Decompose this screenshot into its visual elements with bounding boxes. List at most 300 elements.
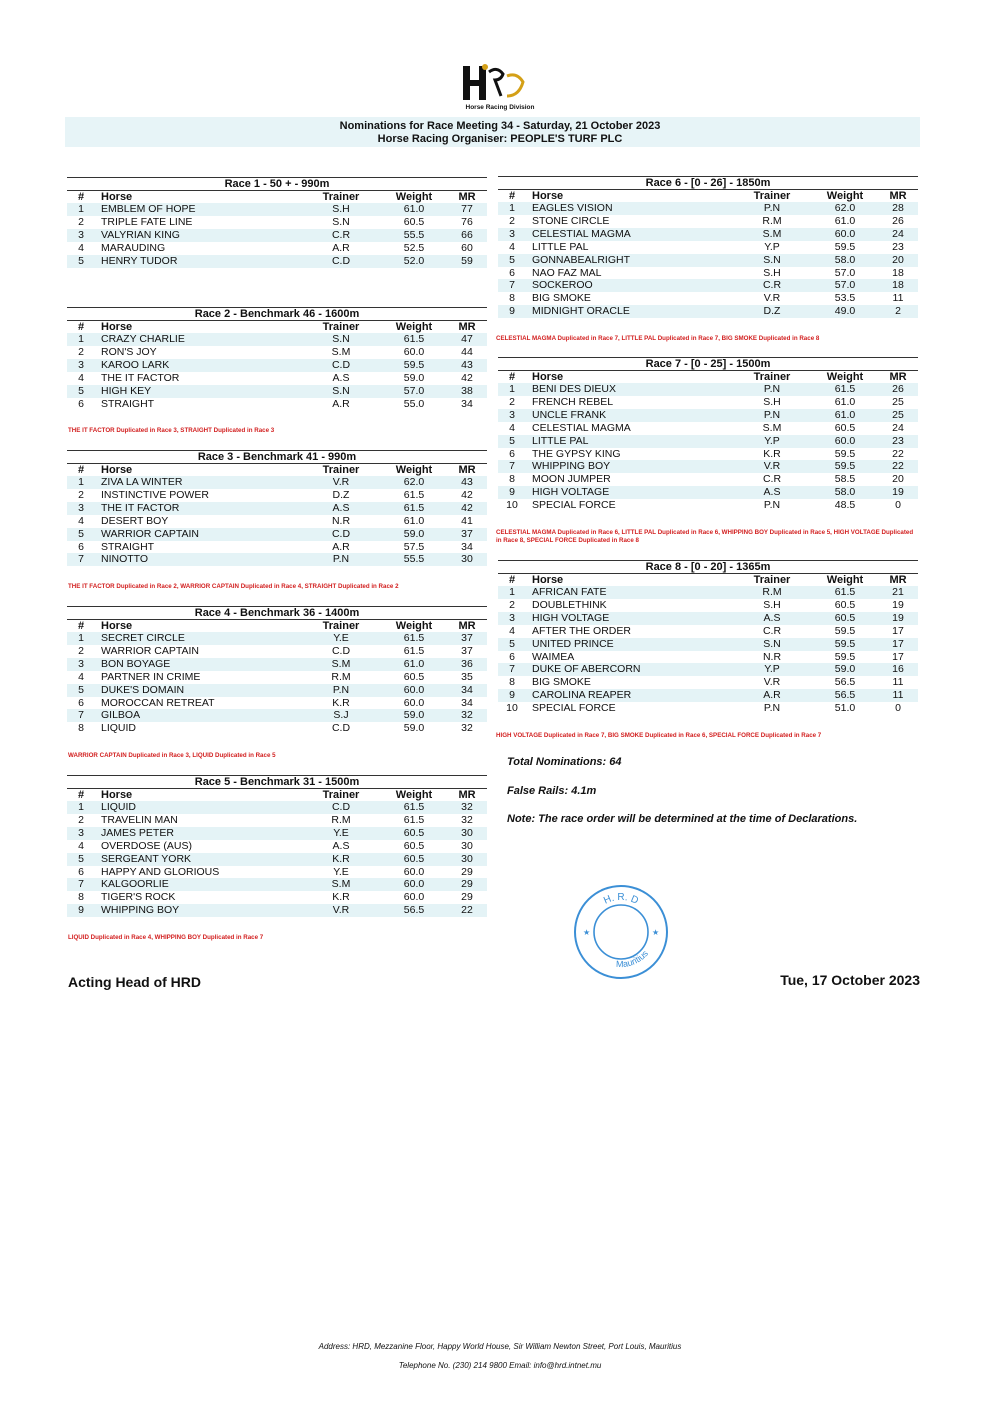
cell-trainer: Y.P: [732, 663, 812, 676]
cell-horse: DUKE OF ABERCORN: [526, 663, 732, 676]
cell-num: 3: [67, 229, 95, 242]
table-row: [498, 499, 918, 512]
cell-weight: 55.0: [403, 397, 425, 410]
cell-mr: 36: [447, 658, 487, 671]
cell-num: 3: [498, 612, 526, 625]
cell-weight: 57.0: [834, 266, 856, 279]
cell-horse: SPECIAL FORCE: [532, 499, 616, 512]
column-header-trainer: Trainer: [322, 789, 360, 801]
stamp-top-text: H. R. D: [602, 892, 640, 907]
cell-weight: 61.0: [812, 409, 878, 422]
column-header-mr: MR: [458, 191, 476, 203]
cell-num: 3: [67, 502, 95, 515]
total-nominations: Total Nominations: 64: [507, 756, 622, 768]
column-header-trainer: Trainer: [753, 574, 791, 586]
table-header-row: [498, 371, 918, 383]
column-header-trainer: Trainer: [322, 464, 360, 476]
table-row: [498, 267, 918, 280]
column-header-weight: Weight: [395, 464, 433, 476]
table-row: [67, 385, 487, 398]
cell-num: 4: [78, 839, 84, 852]
cell-trainer: C.D: [301, 359, 381, 372]
cell-mr: 17: [878, 638, 918, 651]
cell-trainer: P.N: [732, 202, 812, 215]
cell-mr: 30: [447, 827, 487, 840]
cell-horse: ZIVA LA WINTER: [95, 476, 301, 489]
table-row: [67, 346, 487, 359]
table-row: [498, 422, 918, 435]
cell-mr: 19: [878, 612, 918, 625]
column-header-horse: Horse: [101, 321, 133, 333]
table-row: [67, 541, 487, 554]
table-row: [498, 215, 918, 228]
table-row: [498, 460, 918, 473]
race-2-table: [67, 307, 487, 410]
cell-horse: GONNABEALRIGHT: [526, 254, 732, 267]
race-title: Race 5 - Benchmark 31 - 1500m: [67, 775, 487, 789]
cell-trainer: S.M: [732, 228, 812, 241]
nominations-table: [498, 371, 918, 512]
cell-trainer: Y.E: [333, 865, 349, 878]
cell-horse: TIGER'S ROCK: [101, 891, 176, 904]
table-header-row: [67, 191, 487, 203]
table-row: [67, 229, 487, 242]
cell-trainer: C.D: [301, 801, 381, 814]
cell-weight: 58.0: [812, 486, 878, 499]
cell-mr: 17: [892, 624, 904, 637]
cell-mr: 38: [447, 385, 487, 398]
table-row: [67, 515, 487, 528]
cell-horse: TRAVELIN MAN: [101, 813, 178, 826]
cell-horse: NAO FAZ MAL: [532, 266, 602, 279]
cell-mr: 30: [447, 553, 487, 566]
cell-horse: BIG SMOKE: [532, 676, 591, 689]
cell-trainer: P.N: [763, 702, 781, 715]
cell-mr: 19: [892, 598, 904, 611]
cell-trainer: A.S: [732, 486, 812, 499]
cell-num: 4: [509, 624, 515, 637]
table-row: [498, 292, 918, 305]
cell-trainer: S.H: [763, 266, 781, 279]
nominations-table: [67, 321, 487, 410]
cell-mr: 28: [878, 202, 918, 215]
cell-trainer: R.M: [762, 214, 782, 227]
cell-mr: 32: [461, 722, 473, 735]
column-header-weight: Weight: [395, 620, 433, 632]
cell-trainer: S.N: [301, 385, 381, 398]
race-title: Race 4 - Benchmark 36 - 1400m: [67, 606, 487, 620]
stamp-bottom-text: Mauritius: [615, 948, 650, 970]
column-header-num: #: [508, 574, 516, 586]
nominations-table: [67, 464, 487, 566]
column-header-num: #: [77, 789, 85, 801]
cell-weight: 61.5: [403, 644, 425, 657]
table-row: [67, 398, 487, 411]
race-title: Race 2 - Benchmark 46 - 1600m: [67, 307, 487, 321]
table-row: [498, 676, 918, 689]
column-header-num: #: [508, 190, 516, 202]
table-row: [498, 473, 918, 486]
cell-num: 2: [78, 488, 84, 501]
cell-weight: 57.0: [381, 385, 447, 398]
column-header-weight: Weight: [395, 789, 433, 801]
cell-num: 4: [509, 421, 515, 434]
cell-mr: 34: [461, 397, 473, 410]
cell-mr: 41: [461, 514, 473, 527]
table-row: [67, 891, 487, 904]
table-row: [498, 305, 918, 318]
cell-num: 1: [67, 632, 95, 645]
cell-num: 6: [78, 865, 84, 878]
cell-mr: 47: [447, 333, 487, 346]
table-row: [498, 435, 918, 448]
column-header-num: #: [77, 620, 85, 632]
table-row: [67, 878, 487, 891]
cell-num: 7: [498, 663, 526, 676]
cell-mr: 42: [461, 488, 473, 501]
cell-horse: CAROLINA REAPER: [526, 689, 732, 702]
table-header-row: [67, 789, 487, 801]
cell-weight: 60.5: [403, 670, 425, 683]
cell-mr: 25: [878, 409, 918, 422]
cell-mr: 22: [447, 904, 487, 917]
cell-horse: HIGH KEY: [95, 385, 301, 398]
cell-mr: 0: [895, 702, 901, 715]
cell-horse: VALYRIAN KING: [95, 229, 301, 242]
nominations-table: [67, 620, 487, 735]
column-header-weight: Weight: [395, 321, 433, 333]
cell-num: 2: [509, 395, 515, 408]
cell-weight: 60.5: [381, 853, 447, 866]
cell-num: 1: [67, 203, 95, 216]
cell-weight: 61.5: [381, 801, 447, 814]
cell-trainer: S.N: [301, 333, 381, 346]
cell-mr: 11: [892, 676, 904, 689]
cell-mr: 37: [461, 644, 473, 657]
race-5-table: [67, 775, 487, 917]
column-header-horse: Horse: [532, 190, 564, 202]
cell-num: 9: [498, 689, 526, 702]
table-row: [67, 866, 487, 879]
cell-weight: 59.5: [812, 638, 878, 651]
cell-mr: 30: [447, 853, 487, 866]
cell-mr: 42: [447, 502, 487, 515]
cell-trainer: S.M: [301, 878, 381, 891]
cell-weight: 60.5: [403, 215, 425, 228]
cell-trainer: S.M: [331, 345, 351, 358]
race-title: Race 7 - [0 - 25] - 1500m: [498, 357, 918, 371]
cell-num: 3: [67, 658, 95, 671]
table-row: [67, 827, 487, 840]
cell-mr: 34: [461, 696, 473, 709]
table-row: [67, 489, 487, 502]
table-row: [67, 801, 487, 814]
cell-trainer: P.N: [301, 684, 381, 697]
cell-trainer: C.D: [331, 644, 351, 657]
cell-weight: 51.0: [834, 702, 856, 715]
cell-horse: SOCKEROO: [526, 279, 732, 292]
table-row: [498, 409, 918, 422]
race-5-duplicate-note: LIQUID Duplicated in Race 4, WHIPPING BOY Duplicated in Race 7: [68, 934, 264, 941]
cell-num: 4: [78, 241, 84, 254]
cell-trainer: S.H: [763, 395, 781, 408]
cell-weight: 59.5: [834, 240, 856, 253]
cell-horse: BENI DES DIEUX: [526, 383, 732, 396]
meeting-title: Nominations for Race Meeting 34 - Saturday, 21 October 2023: [339, 120, 661, 132]
column-header-weight: Weight: [395, 191, 433, 203]
column-header-trainer: Trainer: [322, 620, 360, 632]
table-row: [67, 216, 487, 229]
table-row: [498, 702, 918, 715]
cell-horse: HIGH VOLTAGE: [526, 612, 732, 625]
cell-weight: 60.0: [403, 696, 425, 709]
cell-horse: GILBOA: [95, 709, 301, 722]
cell-weight: 52.0: [381, 255, 447, 268]
cell-mr: 26: [892, 214, 904, 227]
cell-trainer: P.N: [763, 499, 781, 512]
cell-horse: UNCLE FRANK: [526, 409, 732, 422]
cell-weight: 58.0: [812, 254, 878, 267]
cell-trainer: S.H: [763, 598, 781, 611]
cell-trainer: N.R: [331, 514, 351, 527]
cell-trainer: N.R: [762, 650, 782, 663]
cell-horse: LITTLE PAL: [532, 240, 589, 253]
cell-num: 4: [78, 514, 84, 527]
race-title: Race 6 - [0 - 26] - 1850m: [498, 176, 918, 190]
cell-num: 6: [509, 447, 515, 460]
cell-horse: WAIMEA: [532, 650, 575, 663]
nominations-table: [498, 574, 918, 715]
cell-mr: 37: [447, 528, 487, 541]
cell-trainer: V.R: [763, 292, 781, 305]
cell-trainer: A.S: [332, 371, 350, 384]
cell-mr: 32: [447, 709, 487, 722]
table-header-row: [498, 190, 918, 202]
cell-num: 8: [509, 292, 515, 305]
column-header-trainer: Trainer: [753, 190, 791, 202]
cell-weight: 59.0: [381, 709, 447, 722]
race-title: Race 1 - 50 + - 990m: [67, 177, 487, 191]
cell-mr: 59: [447, 255, 487, 268]
cell-num: 6: [509, 266, 515, 279]
cell-weight: 60.5: [834, 598, 856, 611]
cell-trainer: P.N: [732, 409, 812, 422]
cell-mr: 34: [447, 684, 487, 697]
column-header-num: #: [508, 371, 516, 383]
cell-weight: 61.5: [381, 632, 447, 645]
cell-weight: 61.5: [381, 502, 447, 515]
cell-horse: HAPPY AND GLORIOUS: [101, 865, 220, 878]
table-row: [67, 684, 487, 697]
cell-mr: 23: [892, 240, 904, 253]
table-row: [67, 242, 487, 255]
cell-mr: 0: [895, 499, 901, 512]
cell-horse: MARAUDING: [101, 241, 166, 254]
table-row: [498, 663, 918, 676]
cell-mr: 29: [461, 865, 473, 878]
cell-trainer: C.D: [301, 255, 381, 268]
cell-horse: OVERDOSE (AUS): [101, 839, 193, 852]
table-row: [498, 228, 918, 241]
cell-num: 2: [78, 215, 84, 228]
cell-horse: JAMES PETER: [95, 827, 301, 840]
cell-trainer: R.M: [331, 813, 351, 826]
table-row: [498, 396, 918, 409]
cell-trainer: K.R: [301, 853, 381, 866]
cell-weight: 52.5: [403, 241, 425, 254]
cell-mr: 34: [461, 540, 473, 553]
cell-mr: 11: [892, 292, 904, 305]
table-row: [498, 241, 918, 254]
cell-weight: 61.0: [834, 395, 856, 408]
cell-mr: 2: [878, 305, 918, 318]
cell-horse: THE IT FACTOR: [95, 502, 301, 515]
cell-horse: LIQUID: [95, 801, 301, 814]
cell-weight: 61.5: [812, 383, 878, 396]
cell-num: 2: [509, 598, 515, 611]
cell-mr: 43: [447, 476, 487, 489]
cell-horse: PARTNER IN CRIME: [101, 670, 201, 683]
cell-num: 1: [498, 202, 526, 215]
cell-horse: AFRICAN FATE: [526, 586, 732, 599]
cell-trainer: A.R: [332, 397, 350, 410]
table-row: [67, 632, 487, 645]
cell-weight: 59.5: [381, 359, 447, 372]
cell-horse: AFTER THE ORDER: [532, 624, 631, 637]
cell-horse: TRIPLE FATE LINE: [101, 215, 193, 228]
cell-weight: 53.5: [834, 292, 856, 305]
table-row: [498, 254, 918, 267]
column-header-horse: Horse: [101, 464, 133, 476]
cell-mr: 44: [461, 345, 473, 358]
column-header-mr: MR: [458, 789, 476, 801]
cell-trainer: V.R: [763, 676, 781, 689]
cell-mr: 76: [461, 215, 473, 228]
table-row: [67, 709, 487, 722]
cell-trainer: S.H: [301, 203, 381, 216]
issue-date: Tue, 17 October 2023: [780, 972, 920, 988]
cell-num: 3: [67, 827, 95, 840]
column-header-weight: Weight: [826, 574, 864, 586]
cell-trainer: Y.E: [301, 827, 381, 840]
cell-trainer: A.R: [332, 241, 350, 254]
cell-num: 10: [506, 499, 518, 512]
cell-horse: HIGH VOLTAGE: [526, 486, 732, 499]
cell-mr: 21: [878, 586, 918, 599]
cell-num: 5: [498, 638, 526, 651]
cell-weight: 60.5: [834, 421, 856, 434]
cell-trainer: C.R: [762, 473, 782, 486]
cell-num: 2: [509, 214, 515, 227]
table-row: [67, 645, 487, 658]
cell-trainer: S.N: [732, 638, 812, 651]
cell-num: 1: [67, 476, 95, 489]
cell-weight: 59.0: [381, 528, 447, 541]
cell-mr: 22: [878, 460, 918, 473]
cell-trainer: Y.P: [732, 435, 812, 448]
cell-num: 5: [67, 853, 95, 866]
cell-trainer: K.R: [763, 447, 781, 460]
table-row: [67, 359, 487, 372]
column-header-horse: Horse: [101, 789, 133, 801]
cell-num: 9: [498, 486, 526, 499]
signatory-title: Acting Head of HRD: [68, 974, 201, 990]
table-row: [67, 333, 487, 346]
cell-trainer: A.R: [332, 540, 350, 553]
cell-horse: SPECIAL FORCE: [532, 702, 616, 715]
cell-horse: THE IT FACTOR: [101, 371, 180, 384]
footer-contact: Telephone No. (230) 214 9800 Email: info@hrd.intnet.mu: [398, 1361, 602, 1370]
cell-mr: 16: [878, 663, 918, 676]
cell-weight: 61.5: [812, 586, 878, 599]
cell-mr: 35: [461, 670, 473, 683]
svg-text:★: ★: [583, 928, 591, 937]
cell-mr: 26: [878, 383, 918, 396]
cell-weight: 60.0: [812, 435, 878, 448]
cell-weight: 60.0: [812, 228, 878, 241]
cell-weight: 56.5: [834, 676, 856, 689]
race-1-table: [67, 177, 487, 268]
cell-num: 8: [509, 473, 515, 486]
column-header-mr: MR: [458, 620, 476, 632]
cell-num: 1: [498, 586, 526, 599]
race-2-duplicate-note: THE IT FACTOR Duplicated in Race 3, STRAIGHT Duplicated in Race 3: [68, 427, 275, 434]
cell-trainer: S.M: [301, 658, 381, 671]
table-header-row: [498, 574, 918, 586]
table-row: [67, 853, 487, 866]
cell-trainer: C.R: [301, 229, 381, 242]
hrd-logo: [455, 62, 545, 114]
table-row: [67, 502, 487, 515]
cell-horse: LIQUID: [101, 722, 137, 735]
column-header-num: #: [77, 321, 85, 333]
cell-horse: KAROO LARK: [95, 359, 301, 372]
race-8-duplicate-note: HIGH VOLTAGE Duplicated in Race 7, BIG SMOKE Duplicated in Race 6, SPECIAL FORCE Duplicated in Race 7: [496, 732, 822, 739]
cell-weight: 55.5: [381, 229, 447, 242]
cell-weight: 57.5: [403, 540, 425, 553]
organiser-title: Horse Racing Organiser: PEOPLE'S TURF PLC: [377, 133, 623, 145]
cell-horse: DESERT BOY: [101, 514, 169, 527]
cell-weight: 60.0: [381, 878, 447, 891]
false-rails: False Rails: 4.1m: [507, 785, 597, 797]
cell-mr: 24: [878, 228, 918, 241]
race-7-table: [498, 357, 918, 512]
column-header-trainer: Trainer: [322, 321, 360, 333]
cell-trainer: P.N: [732, 383, 812, 396]
cell-weight: 60.5: [812, 612, 878, 625]
cell-num: 8: [78, 891, 84, 904]
cell-trainer: A.R: [732, 689, 812, 702]
column-header-mr: MR: [889, 371, 907, 383]
cell-trainer: Y.E: [301, 632, 381, 645]
cell-num: 7: [498, 279, 526, 292]
cell-trainer: V.R: [301, 476, 381, 489]
cell-num: 6: [78, 696, 84, 709]
column-header-trainer: Trainer: [753, 371, 791, 383]
cell-trainer: R.M: [732, 586, 812, 599]
cell-horse: STRAIGHT: [101, 540, 155, 553]
cell-mr: 17: [892, 650, 904, 663]
cell-weight: 60.0: [403, 891, 425, 904]
cell-mr: 30: [461, 839, 473, 852]
table-row: [498, 689, 918, 702]
column-header-mr: MR: [458, 464, 476, 476]
cell-weight: 60.0: [403, 345, 425, 358]
cell-mr: 32: [447, 801, 487, 814]
cell-num: 3: [498, 409, 526, 422]
cell-trainer: S.J: [301, 709, 381, 722]
cell-horse: DUKE'S DOMAIN: [95, 684, 301, 697]
